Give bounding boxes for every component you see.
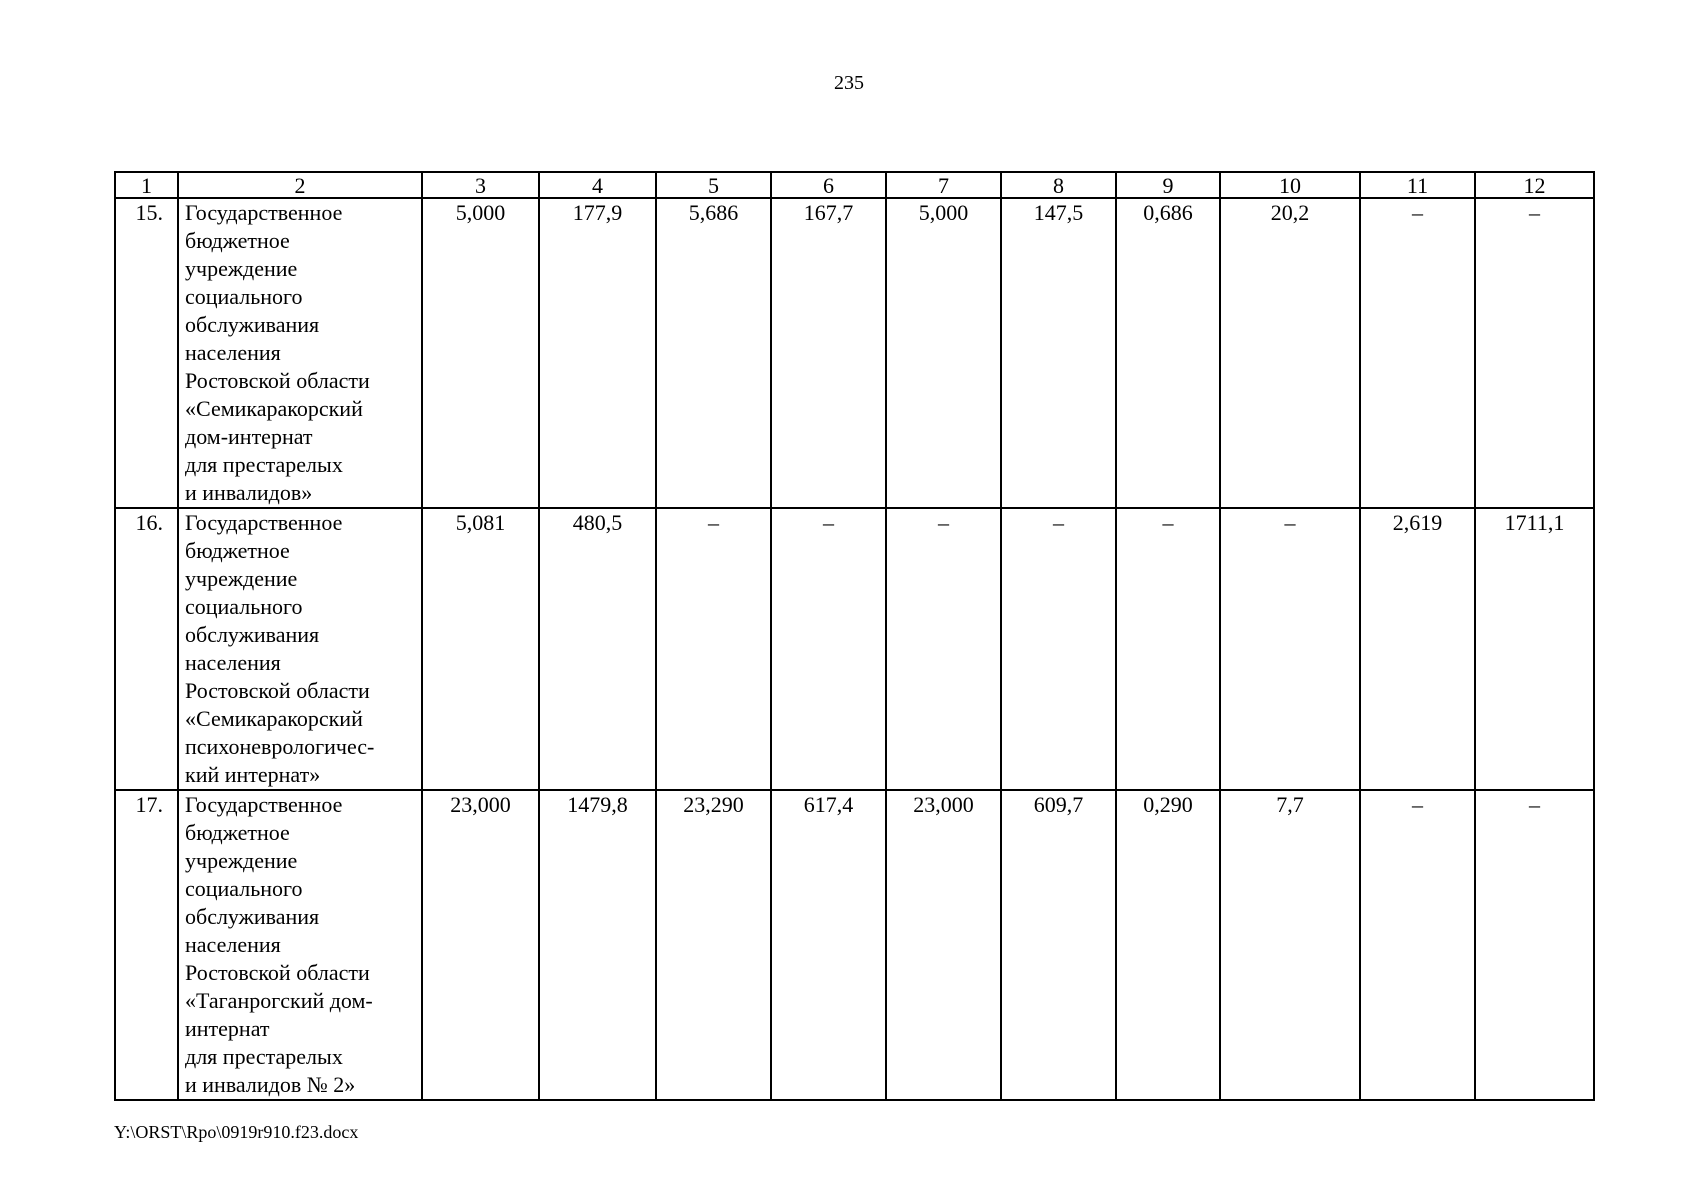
value-cell: 1711,1 (1475, 508, 1594, 790)
column-header: 8 (1001, 172, 1116, 198)
data-table (114, 171, 1595, 1101)
name-line: Ростовской области (185, 678, 370, 703)
name-line: и инвалидов № 2» (185, 1072, 356, 1097)
name-line: обслуживания (185, 904, 320, 929)
institution-name (178, 790, 422, 1100)
table-row (115, 508, 1594, 790)
name-line: «Семикаракорский (185, 396, 363, 421)
column-header: 12 (1475, 172, 1594, 198)
name-line: Государственное (185, 510, 343, 535)
value-cell: 617,4 (771, 790, 886, 1100)
value-cell: 5,000 (422, 198, 539, 508)
column-header: 2 (178, 172, 422, 198)
value-cell: – (1116, 508, 1220, 790)
value-cell: 5,686 (656, 198, 771, 508)
name-line: «Таганрогский дом- (185, 988, 373, 1013)
name-line: Государственное (185, 792, 343, 817)
file-path: Y:\ORST\Rpo\0919r910.f23.docx (114, 1122, 359, 1142)
value-cell: 177,9 (539, 198, 656, 508)
name-line: населения (185, 340, 281, 365)
value-cell: – (1475, 198, 1594, 508)
value-cell: 23,290 (656, 790, 771, 1100)
value-cell: 1479,8 (539, 790, 656, 1100)
name-line: обслуживания (185, 312, 320, 337)
name-line: учреждение (185, 566, 298, 591)
value-cell: 167,7 (771, 198, 886, 508)
name-line: обслуживания (185, 622, 320, 647)
name-line: учреждение (185, 256, 298, 281)
value-cell: – (656, 508, 771, 790)
name-line: дом-интернат (185, 424, 313, 449)
column-number-row (115, 172, 1594, 198)
column-header: 9 (1116, 172, 1220, 198)
value-cell: 0,686 (1116, 198, 1220, 508)
column-header: 6 (771, 172, 886, 198)
value-cell: 0,290 (1116, 790, 1220, 1100)
page-number: 235 (834, 72, 864, 94)
column-header: 7 (886, 172, 1001, 198)
value-cell: – (771, 508, 886, 790)
row-number: 17. (115, 790, 178, 1100)
name-line: населения (185, 932, 281, 957)
column-header: 3 (422, 172, 539, 198)
table-row (115, 790, 1594, 1100)
value-cell: – (1475, 790, 1594, 1100)
column-header: 1 (115, 172, 178, 198)
name-line: социального (185, 284, 303, 309)
value-cell: 23,000 (422, 790, 539, 1100)
name-line: бюджетное (185, 538, 290, 563)
value-cell: 5,081 (422, 508, 539, 790)
value-cell: 609,7 (1001, 790, 1116, 1100)
value-cell: – (886, 508, 1001, 790)
name-line: для престарелых (185, 452, 343, 477)
column-header: 5 (656, 172, 771, 198)
name-line: социального (185, 594, 303, 619)
name-line: и инвалидов» (185, 480, 313, 505)
name-line: социального (185, 876, 303, 901)
name-line: бюджетное (185, 228, 290, 253)
name-line: населения (185, 650, 281, 675)
column-header: 11 (1360, 172, 1475, 198)
name-line: Государственное (185, 200, 343, 225)
institution-name (178, 198, 422, 508)
value-cell: 2,619 (1360, 508, 1475, 790)
name-line: «Семикаракорский (185, 706, 363, 731)
value-cell: – (1220, 508, 1360, 790)
value-cell: 20,2 (1220, 198, 1360, 508)
column-header: 10 (1220, 172, 1360, 198)
value-cell: – (1001, 508, 1116, 790)
name-line: психоневрологичес- (185, 734, 375, 759)
name-line: для престарелых (185, 1044, 343, 1069)
row-number: 15. (115, 198, 178, 508)
name-line: интернат (185, 1016, 270, 1041)
value-cell: 23,000 (886, 790, 1001, 1100)
name-line: учреждение (185, 848, 298, 873)
table-row (115, 198, 1594, 508)
value-cell: 480,5 (539, 508, 656, 790)
institution-name (178, 508, 422, 790)
row-number: 16. (115, 508, 178, 790)
name-line: Ростовской области (185, 960, 370, 985)
name-line: Ростовской области (185, 368, 370, 393)
value-cell: 5,000 (886, 198, 1001, 508)
name-line: бюджетное (185, 820, 290, 845)
value-cell: 147,5 (1001, 198, 1116, 508)
name-line: кий интернат» (185, 762, 321, 787)
column-header: 4 (539, 172, 656, 198)
value-cell: – (1360, 198, 1475, 508)
value-cell: 7,7 (1220, 790, 1360, 1100)
value-cell: – (1360, 790, 1475, 1100)
